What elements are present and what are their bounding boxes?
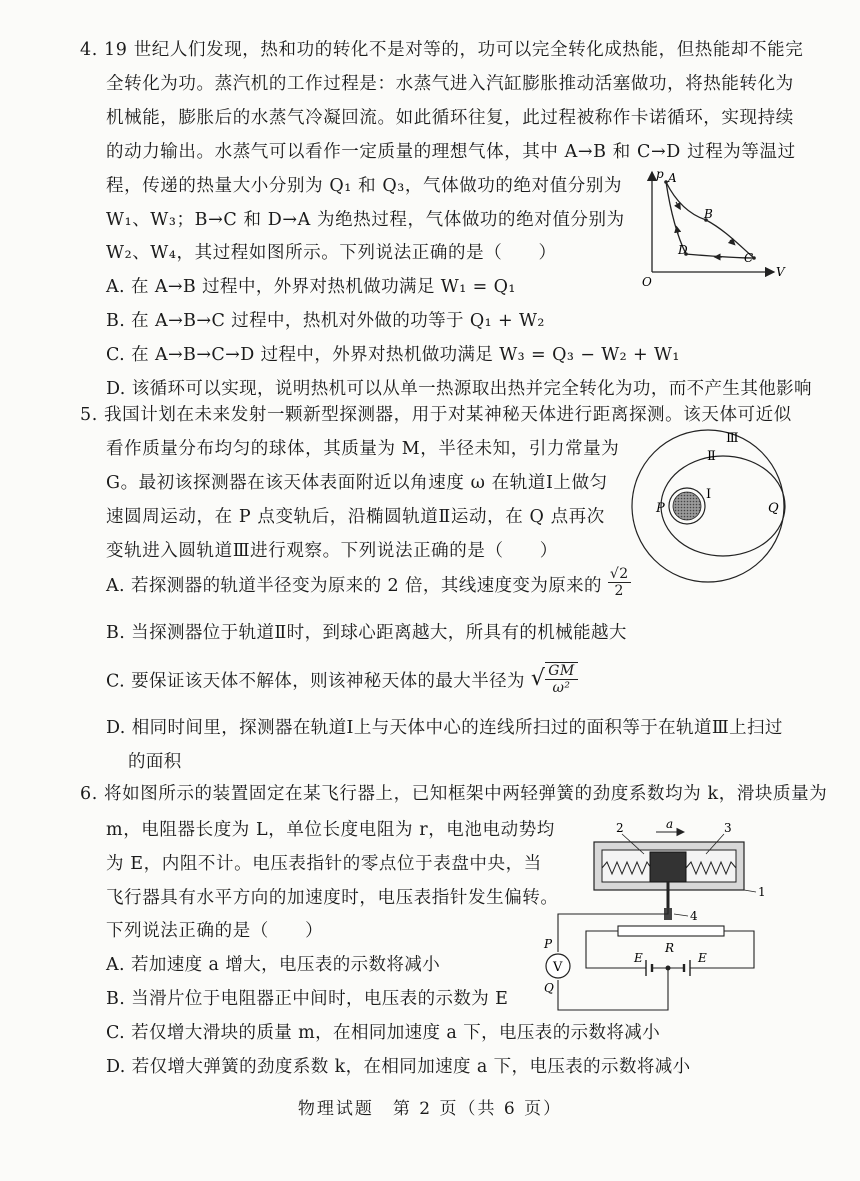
label-1: 1: [758, 885, 766, 899]
label-p: p: [656, 168, 664, 181]
q5-line-3: G。最初该探测器在该天体表面附近以角速度 ω 在轨道Ⅰ上做匀: [106, 473, 608, 493]
q6-line-5: 下列说法正确的是（ ）: [106, 921, 324, 941]
q6-line-1: 6. 将如图所示的装置固定在某飞行器上，已知框架中两轻弹簧的劲度系数均为 k，滑块质量为: [80, 784, 828, 804]
q4-line-2: 全转化为功。蒸汽机的工作过程是：水蒸气进入汽缸膨胀推动活塞做功，将热能转化为: [106, 74, 794, 94]
label-r: R: [665, 941, 675, 955]
fraction-sqrt2-over-2: $\frac{√2}{2}$: [609, 566, 629, 599]
q5-option-b: B. 当探测器位于轨道Ⅱ时，到球心距离越大，所具有的机械能越大: [106, 623, 627, 643]
q5-line-2: 看作质量分布均匀的球体，其质量为 M，半径未知，引力常量为: [106, 439, 620, 459]
label-c: C: [744, 251, 754, 265]
orbit-diagram: [608, 428, 808, 588]
label-e-left: E: [634, 951, 643, 965]
q4-option-c: C. 在 A→B→C→D 过程中，外界对热机做功满足 W₃ = Q₃ − W₂ + W₁: [106, 345, 680, 365]
q4-line-3: 机械能，膨胀后的水蒸气冷凝回流。如此循环往复，此过程被称作卡诺循环，实现持续: [106, 108, 794, 128]
label-a: a: [666, 818, 674, 831]
q4-line-6: W₁、W₃；B→C 和 D→A 为绝热过程，气体做功的绝对值分别为: [106, 210, 625, 230]
q6-line-3: 为 E，内阻不计。电压表指针的零点位于表盘中央，当: [106, 854, 542, 874]
q5-option-d-line-2: 的面积: [128, 752, 182, 772]
label-p: P: [656, 501, 665, 516]
q5-option-d-line-1: D. 相同时间里，探测器在轨道Ⅰ上与天体中心的连线所扫过的面积等于在轨道Ⅲ上扫过: [106, 718, 783, 738]
label-a: A: [668, 171, 677, 185]
label-v: V: [553, 960, 563, 975]
accelerometer-circuit: [538, 818, 778, 1018]
q6-line-4: 飞行器具有水平方向的加速度时，电压表指针发生偏转。: [106, 888, 559, 908]
q6-option-c: C. 若仅增大滑块的质量 m，在相同加速度 a 下，电压表的示数将减小: [106, 1023, 661, 1043]
q5-line-1: 5. 我国计划在未来发射一颗新型探测器，用于对某神秘天体进行距离探测。该天体可近似: [80, 405, 792, 425]
q4-option-d: D. 该循环可以实现，说明热机可以从单一热源取出热并完全转化为功，而不产生其他影响: [106, 379, 812, 399]
label-orbit-i: I: [706, 487, 712, 502]
carnot-pv-diagram: [640, 168, 790, 290]
label-b: B: [704, 207, 713, 221]
q6-line-2: m，电阻器长度为 L，单位长度电阻为 r，电池电动势均: [106, 820, 555, 840]
resistor: [618, 926, 724, 936]
q5-line-4: 速圆周运动，在 P 点变轨后，沿椭圆轨道Ⅱ运动，在 Q 点再次: [106, 507, 605, 527]
label-p: P: [544, 937, 553, 951]
label-d: D: [678, 243, 688, 257]
label-q: Q: [544, 981, 554, 995]
label-orbit-iii: Ⅲ: [726, 431, 739, 446]
q4-option-a: A. 在 A→B 过程中，外界对热机做功满足 W₁ = Q₁: [106, 277, 516, 297]
q4-line-4: 的动力输出。水蒸气可以看作一定质量的理想气体，其中 A→B 和 C→D 过程为等温过: [106, 142, 796, 162]
page-footer: 物理试题 第 2 页（共 6 页）: [297, 1099, 563, 1119]
label-3: 3: [724, 821, 732, 835]
celestial-body: [673, 492, 701, 520]
q6-option-a: A. 若加速度 a 增大，电压表的示数将减小: [106, 955, 441, 975]
q6-option-b: B. 当滑片位于电阻器正中间时，电压表的示数为 E: [106, 989, 509, 1009]
q5-option-a: A. 若探测器的轨道半径变为原来的 2 倍，其线速度变为原来的 $\frac{√2}{2}$: [106, 566, 629, 599]
q6-option-d: D. 若仅增大弹簧的劲度系数 k，在相同加速度 a 下，电压表的示数将减小: [106, 1057, 691, 1077]
fraction-gm-over-omega2: $\frac{GM}{\text{ω²}}$: [545, 662, 577, 696]
q4-line-5: 程，传递的热量大小分别为 Q₁ 和 Q₃，气体做功的绝对值分别为: [106, 176, 623, 196]
label-4: 4: [690, 909, 698, 923]
q4-line-7: W₂、W₄，其过程如图所示。下列说法正确的是（ ）: [106, 243, 557, 263]
label-v: V: [776, 265, 785, 279]
slider-block: [650, 852, 686, 882]
q5-line-5: 变轨进入圆轨道Ⅲ进行观察。下列说法正确的是（ ）: [106, 541, 558, 561]
label-2: 2: [616, 821, 624, 835]
label-q: Q: [768, 501, 779, 516]
label-e-right: E: [698, 951, 707, 965]
sqrt-sign: √: [530, 666, 546, 691]
q4-option-b: B. 在 A→B→C 过程中，热机对外做的功等于 Q₁ + W₂: [106, 311, 545, 331]
label-o: O: [642, 275, 652, 289]
q4-line-1: 4. 19 世纪人们发现，热和功的转化不是对等的，功可以完全转化成热能，但热能却不能完: [80, 40, 804, 60]
q5-option-c: C. 要保证该天体不解体，则该神秘天体的最大半径为 √ $\frac{GM}{\text{ω²}}$: [106, 668, 578, 696]
label-orbit-ii: Ⅱ: [707, 449, 716, 464]
